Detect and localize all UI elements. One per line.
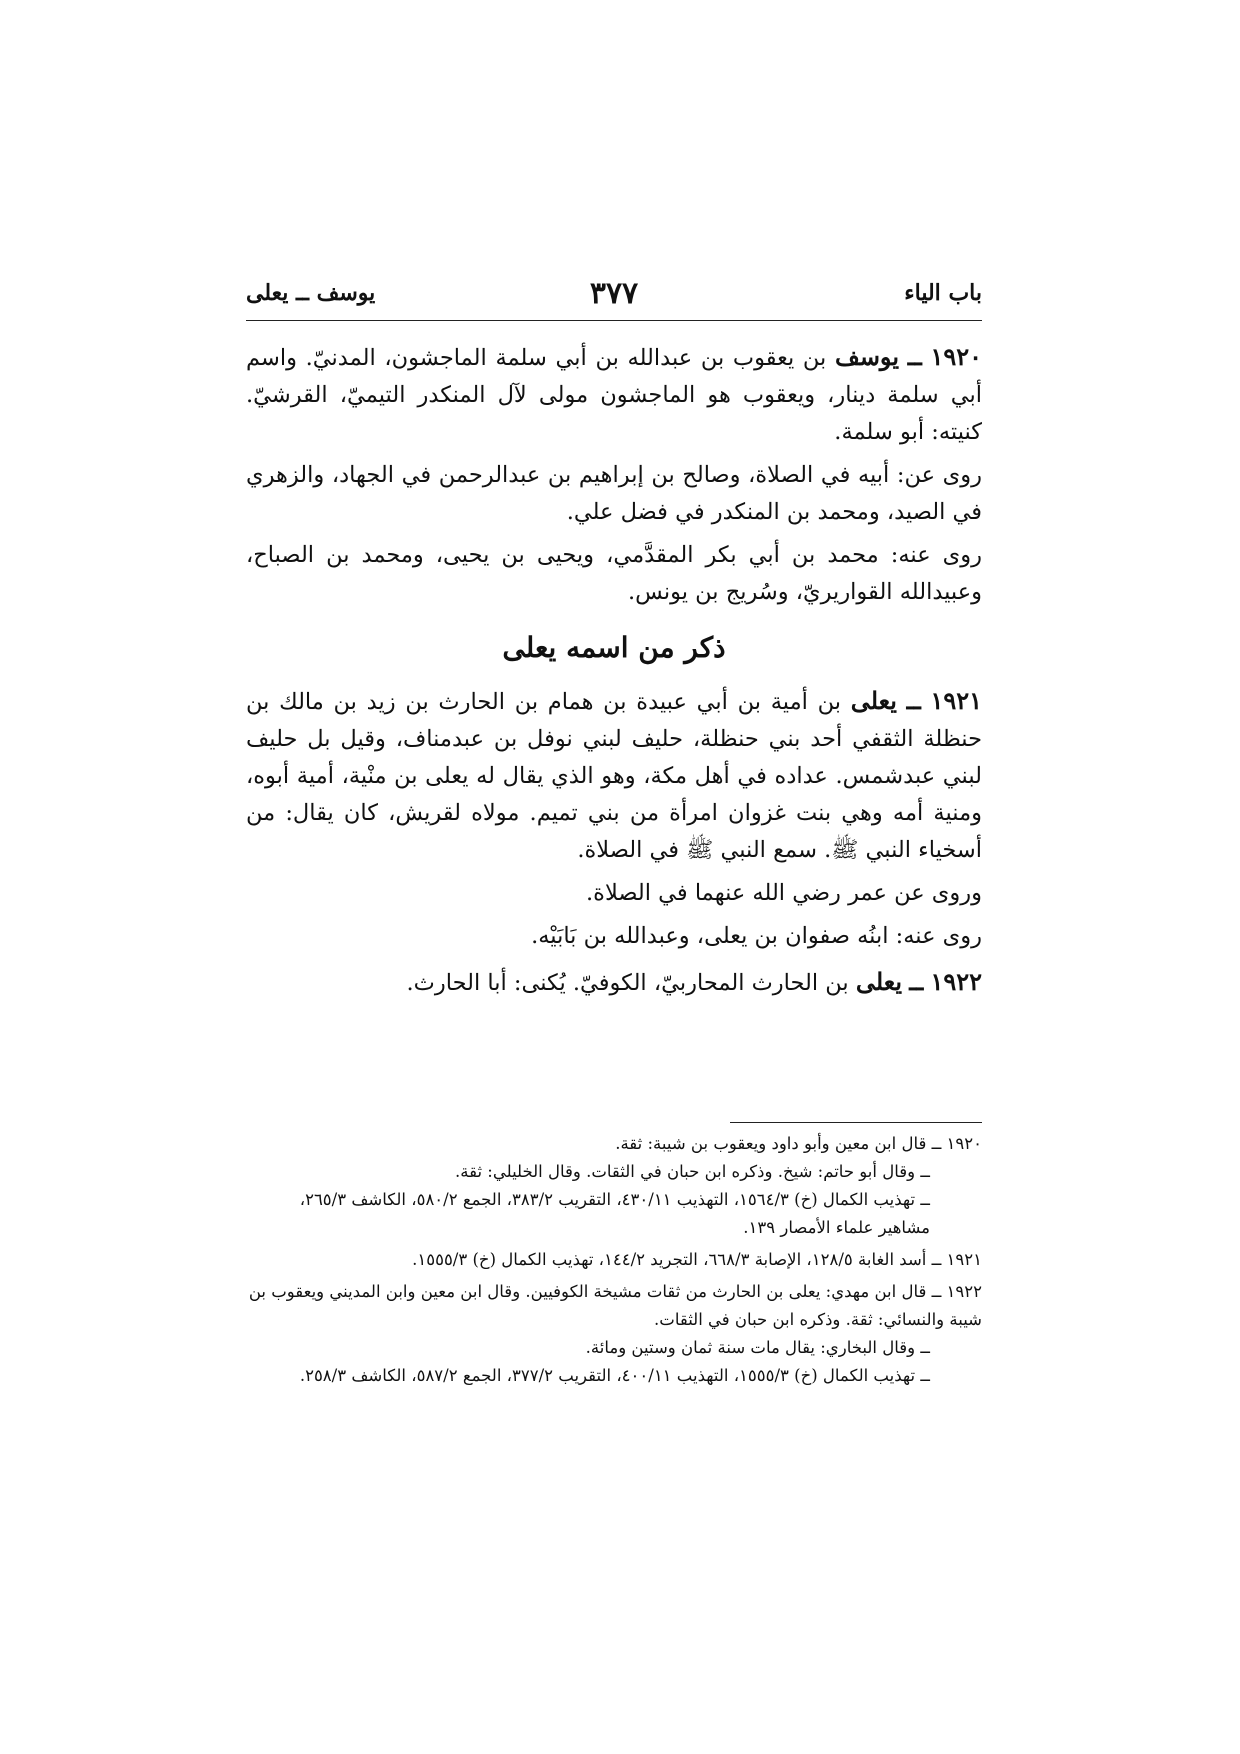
entry-number: ١٩٢٠ (930, 342, 982, 371)
footnote-1920 (246, 1130, 982, 1242)
entry-name: يعلى (850, 686, 897, 715)
entry-1921 (246, 682, 982, 955)
footnote-label: ١٩٢١ ــ (931, 1250, 982, 1269)
entry-1920-narrated-from: روى عن: أبيه في الصلاة، وصالح بن إبراهيم بن عبدالرحمن في الجهاد، والزهري في الصيد، ومحمد بن المنكدر في فضل علي. (246, 462, 982, 525)
section-heading: ذكر من اسمه يعلى (502, 631, 726, 664)
entry-text: بن أمية بن أبي عبيدة بن همام بن الحارث بن زيد بن مالك بن حنظلة الثقفي أحد بني حنظلة، حليف لبني نوفل بن عبدمناف، وقيل بل حليف لبني عبدشمس. عداده في أهل مكة، وهو الذي يقال له يعلى بن منْية، أمية أبوه، ومنية أمه وهي بنت غزوان امرأة من بني تميم. مولاه لقريش، كان يقال: من أسخياء النبي ﷺ. سمع النبي ﷺ في الصلاة. (246, 689, 982, 863)
entry-1922 (246, 963, 982, 1002)
entry-1921-narrated-from: وروى عن عمر رضي الله عنهما في الصلاة. (586, 880, 982, 906)
entry-1920 (246, 338, 982, 611)
entry-text: بن يعقوب بن عبدالله بن أبي سلمة الماجشون، المدنيّ. واسم أبي سلمة دينار، ويعقوب هو الماجشون مولى لآل المنكدر التيميّ، القرشيّ. كنيته: أبو سلمة. (246, 345, 982, 445)
entry-1921-intro (246, 682, 982, 869)
entry-range: يوسف ــ يعلى (246, 280, 376, 306)
footnote-text: ــ تهذيب الكمال (خ) ١٥٦٤/٣، التهذيب ٤٣٠/١١، التقريب ٣٨٣/٢، الجمع ٥٨٠/٢، الكاشف ٢٦٥/٣، مشاهير علماء الأمصار ١٣٩. (299, 1190, 930, 1237)
footnote-divider (730, 1122, 982, 1123)
chapter-title: باب الياء (904, 280, 982, 306)
entry-dash: ــ (907, 342, 922, 371)
footnote-1921 (246, 1246, 982, 1274)
footnotes (246, 1130, 982, 1394)
footnote-1922 (246, 1278, 982, 1390)
main-text (246, 338, 982, 1010)
entry-dash: ــ (909, 967, 924, 996)
footnote-label: ١٩٢٠ ــ (931, 1134, 982, 1153)
footnote-text: ــ تهذيب الكمال (خ) ١٥٥٥/٣، التهذيب ٤٠٠/١١، التقريب ٣٧٧/٢، الجمع ٥٨٧/٢، الكاشف ٢٥٨/٣. (299, 1366, 930, 1385)
page-number: ٣٧٧ (589, 276, 639, 311)
entry-number: ١٩٢٢ (930, 967, 982, 996)
entry-1920-intro (246, 338, 982, 451)
entry-name: يوسف (834, 342, 899, 371)
entry-text: بن الحارث المحاربيّ، الكوفيّ. يُكنى: أبا الحارث. (406, 970, 849, 996)
footnote-text: ــ وقال البخاري: يقال مات سنة ثمان وستين ومائة. (585, 1338, 930, 1357)
footnote-text: قال ابن معين وأبو داود ويعقوب بن شيبة: ثقة. (615, 1134, 927, 1153)
entry-1921-narrated-by: روى عنه: ابنُه صفوان بن يعلى، وعبدالله بن بَابَيْه. (531, 923, 982, 949)
entry-name: يعلى (855, 967, 903, 996)
entry-dash: ــ (906, 686, 921, 715)
entry-number: ١٩٢١ (930, 686, 983, 715)
entry-1922-intro (246, 963, 982, 1002)
running-head (246, 276, 982, 321)
footnote-text: قال ابن مهدي: يعلى بن الحارث من ثقات مشيخة الكوفيين. وقال ابن معين وابن المديني ويعقوب بن شيبة والنسائي: ثقة. وذكره ابن حبان في الثقات. (248, 1282, 982, 1329)
footnote-text: أسد الغابة ١٢٨/٥، الإصابة ٦٦٨/٣، التجريد ١٤٤/٢، تهذيب الكمال (خ) ١٥٥٥/٣. (412, 1250, 927, 1269)
footnote-text: ــ وقال أبو حاتم: شيخ. وذكره ابن حبان في الثقات. وقال الخليلي: ثقة. (455, 1162, 930, 1181)
footnote-label: ١٩٢٢ ــ (931, 1282, 982, 1301)
entry-1920-narrated-by: روى عنه: محمد بن أبي بكر المقدَّمي، ويحيى بن يحيى، ومحمد بن الصباح، وعبيدالله القواريريّ، وسُريج بن يونس. (246, 542, 982, 605)
